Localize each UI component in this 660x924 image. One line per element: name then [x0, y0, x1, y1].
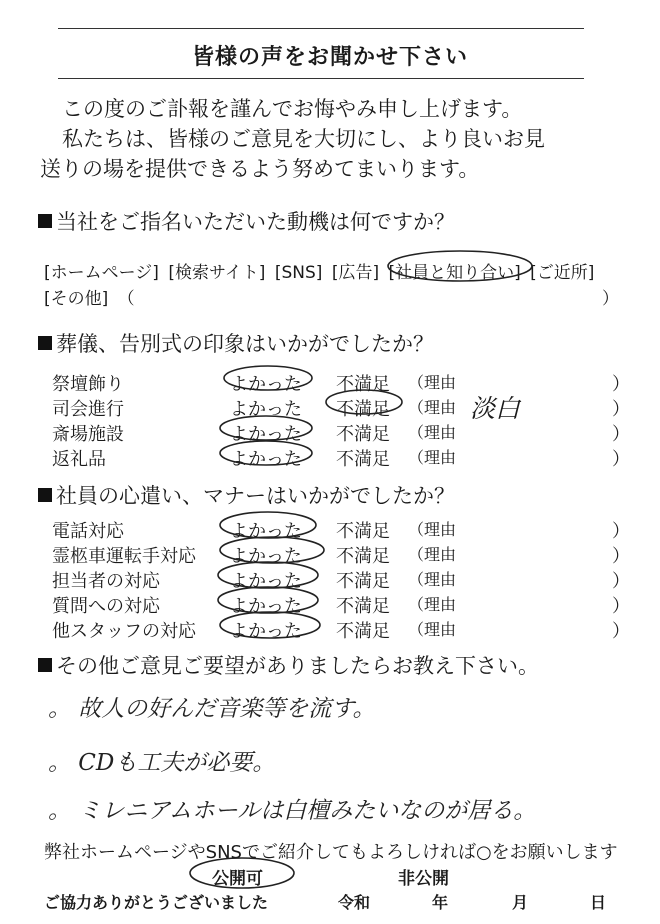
question-1-text: 当社をご指名いただいた動機は何ですか？	[56, 210, 455, 234]
question-2	[38, 328, 434, 358]
good-choice[interactable]: よかった	[230, 449, 302, 470]
date-month: 月	[512, 893, 529, 912]
other-close-paren: ）	[602, 289, 619, 309]
intro-line-1: この度のご訃報を謹んでお悔やみ申し上げます。	[62, 97, 523, 121]
date-era: 令和	[338, 893, 371, 912]
option-sns[interactable]: [SNS]	[274, 263, 323, 283]
bad-choice[interactable]: 不満足	[336, 546, 390, 567]
reason-close: ）	[612, 621, 630, 642]
good-choice[interactable]: よかった	[230, 374, 302, 395]
intro-line-2: 私たちは、皆様のご意見を大切にし、より良いお見	[62, 127, 545, 151]
reason-label: （理由	[408, 595, 457, 614]
good-choice[interactable]: よかった	[230, 621, 302, 642]
row-label: 斎場施設	[52, 424, 124, 445]
bad-choice[interactable]: 不満足	[336, 399, 390, 420]
ceremony-row	[52, 370, 630, 395]
question-2-text: 葬儀、告別式の印象はいかがでしたか？	[56, 332, 434, 356]
ceremony-row	[52, 445, 630, 470]
thanks-text: ご協力ありがとうございました	[44, 893, 269, 912]
staff-row	[52, 567, 630, 592]
good-choice[interactable]: よかった	[230, 521, 302, 542]
handwritten-comment-3: 。 ミレニアムホールは白檀みたいなのが居る。	[48, 798, 537, 824]
option-homepage[interactable]: [ホームページ]	[44, 263, 159, 283]
handwritten-comment-2: 。 CDも工夫が必要。	[48, 750, 276, 776]
staff-row	[52, 592, 630, 617]
bad-choice[interactable]: 不満足	[336, 521, 390, 542]
reason-close: ）	[612, 521, 630, 542]
ceremony-row	[52, 420, 630, 445]
motive-options-row-1	[44, 258, 598, 283]
ceremony-row	[52, 394, 630, 423]
row-label: 他スタッフの対応	[52, 621, 196, 642]
staff-row	[52, 542, 630, 567]
question-3	[38, 480, 455, 510]
reason-label: （理由	[408, 423, 457, 442]
row-label: 祭壇飾り	[52, 374, 124, 395]
bad-choice[interactable]: 不満足	[336, 571, 390, 592]
title-rule	[58, 78, 584, 79]
motive-options-row-2	[44, 284, 619, 309]
row-label: 電話対応	[52, 521, 124, 542]
reason-label: （理由	[408, 448, 457, 467]
reason-label: （理由	[408, 570, 457, 589]
date-day: 日	[590, 893, 607, 912]
option-acquaintance[interactable]: [社員と知り合い]	[388, 263, 521, 283]
square-bullet-icon	[38, 488, 52, 502]
intro-line-3: 送りの場を提供できるよう努めてまいります。	[40, 157, 480, 181]
reason-close: ）	[612, 449, 630, 470]
square-bullet-icon	[38, 658, 52, 672]
reason-close: ）	[612, 571, 630, 592]
handwritten-comment-1: 。 故人の好んだ音楽等を流す。	[48, 696, 376, 722]
reason-label: （理由	[408, 520, 457, 539]
form-title: 皆様の声をお聞かせ下さい	[191, 45, 468, 70]
staff-row	[52, 517, 630, 542]
publication-consent: 弊社ホームページやSNSでご紹介してもよろしければ○をお願いします	[44, 842, 618, 863]
reason-label: （理由	[408, 620, 457, 639]
bad-choice[interactable]: 不満足	[336, 596, 390, 617]
option-ad[interactable]: [広告]	[331, 263, 380, 283]
reason-close: ）	[612, 374, 630, 395]
date-year: 年	[432, 893, 449, 912]
bad-choice[interactable]: 不満足	[336, 424, 390, 445]
row-label: 質問への対応	[52, 596, 160, 617]
reason-close: ）	[612, 424, 630, 445]
row-label: 返礼品	[52, 449, 106, 470]
reason-comment: 淡白	[470, 394, 521, 423]
square-bullet-icon	[38, 214, 52, 228]
other-open-paren: （	[117, 289, 135, 309]
bad-choice[interactable]: 不満足	[336, 449, 390, 470]
reason-label: （理由	[408, 398, 457, 417]
reason-close: ）	[612, 596, 630, 617]
good-choice[interactable]: よかった	[230, 424, 302, 445]
row-label: 担当者の対応	[52, 571, 160, 592]
staff-row	[52, 617, 630, 642]
question-3-text: 社員の心遣い、マナーはいかがでしたか？	[56, 484, 455, 508]
reason-label: （理由	[408, 373, 457, 392]
reason-close: ）	[612, 399, 630, 420]
square-bullet-icon	[38, 336, 52, 350]
option-search-site[interactable]: [検索サイト]	[168, 263, 266, 283]
bad-choice[interactable]: 不満足	[336, 374, 390, 395]
option-other[interactable]: [その他]	[44, 289, 109, 309]
reason-label: （理由	[408, 545, 457, 564]
public-ok-option[interactable]: 公開可	[212, 869, 263, 889]
option-neighborhood[interactable]: [ご近所]	[530, 263, 595, 283]
good-choice[interactable]: よかった	[230, 399, 302, 420]
top-rule	[58, 28, 584, 29]
question-4	[38, 650, 539, 680]
intro-text	[40, 94, 630, 184]
row-label: 司会進行	[52, 399, 124, 420]
good-choice[interactable]: よかった	[230, 546, 302, 567]
bad-choice[interactable]: 不満足	[336, 621, 390, 642]
private-option[interactable]: 非公開	[398, 869, 449, 889]
row-label: 霊柩車運転手対応	[52, 546, 196, 567]
reason-close: ）	[612, 546, 630, 567]
question-4-text: その他ご意見ご要望がありましたらお教え下さい。	[56, 654, 539, 678]
good-choice[interactable]: よかった	[230, 596, 302, 617]
good-choice[interactable]: よかった	[230, 571, 302, 592]
question-1	[38, 206, 455, 236]
